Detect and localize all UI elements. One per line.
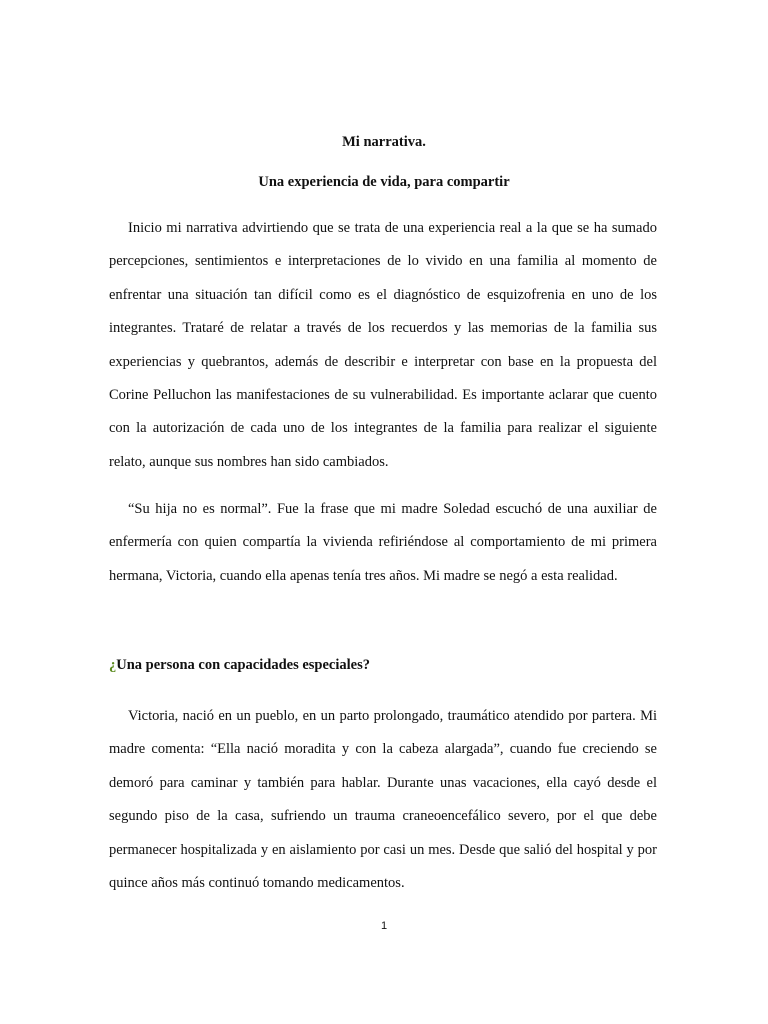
document-title: Mi narrativa.	[342, 134, 426, 150]
paragraph-intro: Inicio mi narrativa advirtiendo que se trata de una experiencia real a la que se ha sumado percepciones, sentimientos e interpretaciones de lo vivido en una familia al momento de enfrentar una situación tan difícil como es el diagnóstico de esquizofrenia en uno de los integrantes. Trataré de relatar a través de los recuerdos y las memorias de la familia sus experiencias y quebrantos, además de describir e interpretar con base en la propuesta del Corine Pelluchon las manifestaciones de su vulnerabilidad. Es importante aclarar que cuento con la autorización de cada uno de los integrantes de la familia para realizar el siguiente relato, aunque sus nombres han sido cambiados.	[109, 220, 657, 470]
section-heading-question-mark: ¿	[109, 657, 117, 673]
paragraph-victoria: Victoria, nació en un pueblo, en un parto prolongado, traumático atendido por partera. Mi madre comenta: “Ella nació moradita y con la cabeza alargada”, cuando fue creciendo se demoró para caminar y también para hablar. Durante unas vacaciones, ella cayó desde el segundo piso de la casa, sufriendo un trauma craneoencefálico severo, por el que debe permanecer hospitalizada y en aislamiento por casi un mes. Desde que salió del hospital y por quince años más continuó tomando medicamentos.	[109, 708, 657, 892]
paragraph-quote: “Su hija no es normal”. Fue la frase que mi madre Soledad escuchó de una auxiliar de enfermería con quien compartía la vivienda refiriéndose al comportamiento de mi primera hermana, Victoria, cuando ella apenas tenía tres años. Mi madre se negó a esta realidad.	[109, 501, 657, 584]
page-number: 1	[380, 920, 388, 932]
document-subtitle: Una experiencia de vida, para compartir	[258, 174, 510, 190]
section-heading	[109, 655, 657, 675]
section-heading-text: Una persona con capacidades especiales?	[116, 657, 370, 673]
